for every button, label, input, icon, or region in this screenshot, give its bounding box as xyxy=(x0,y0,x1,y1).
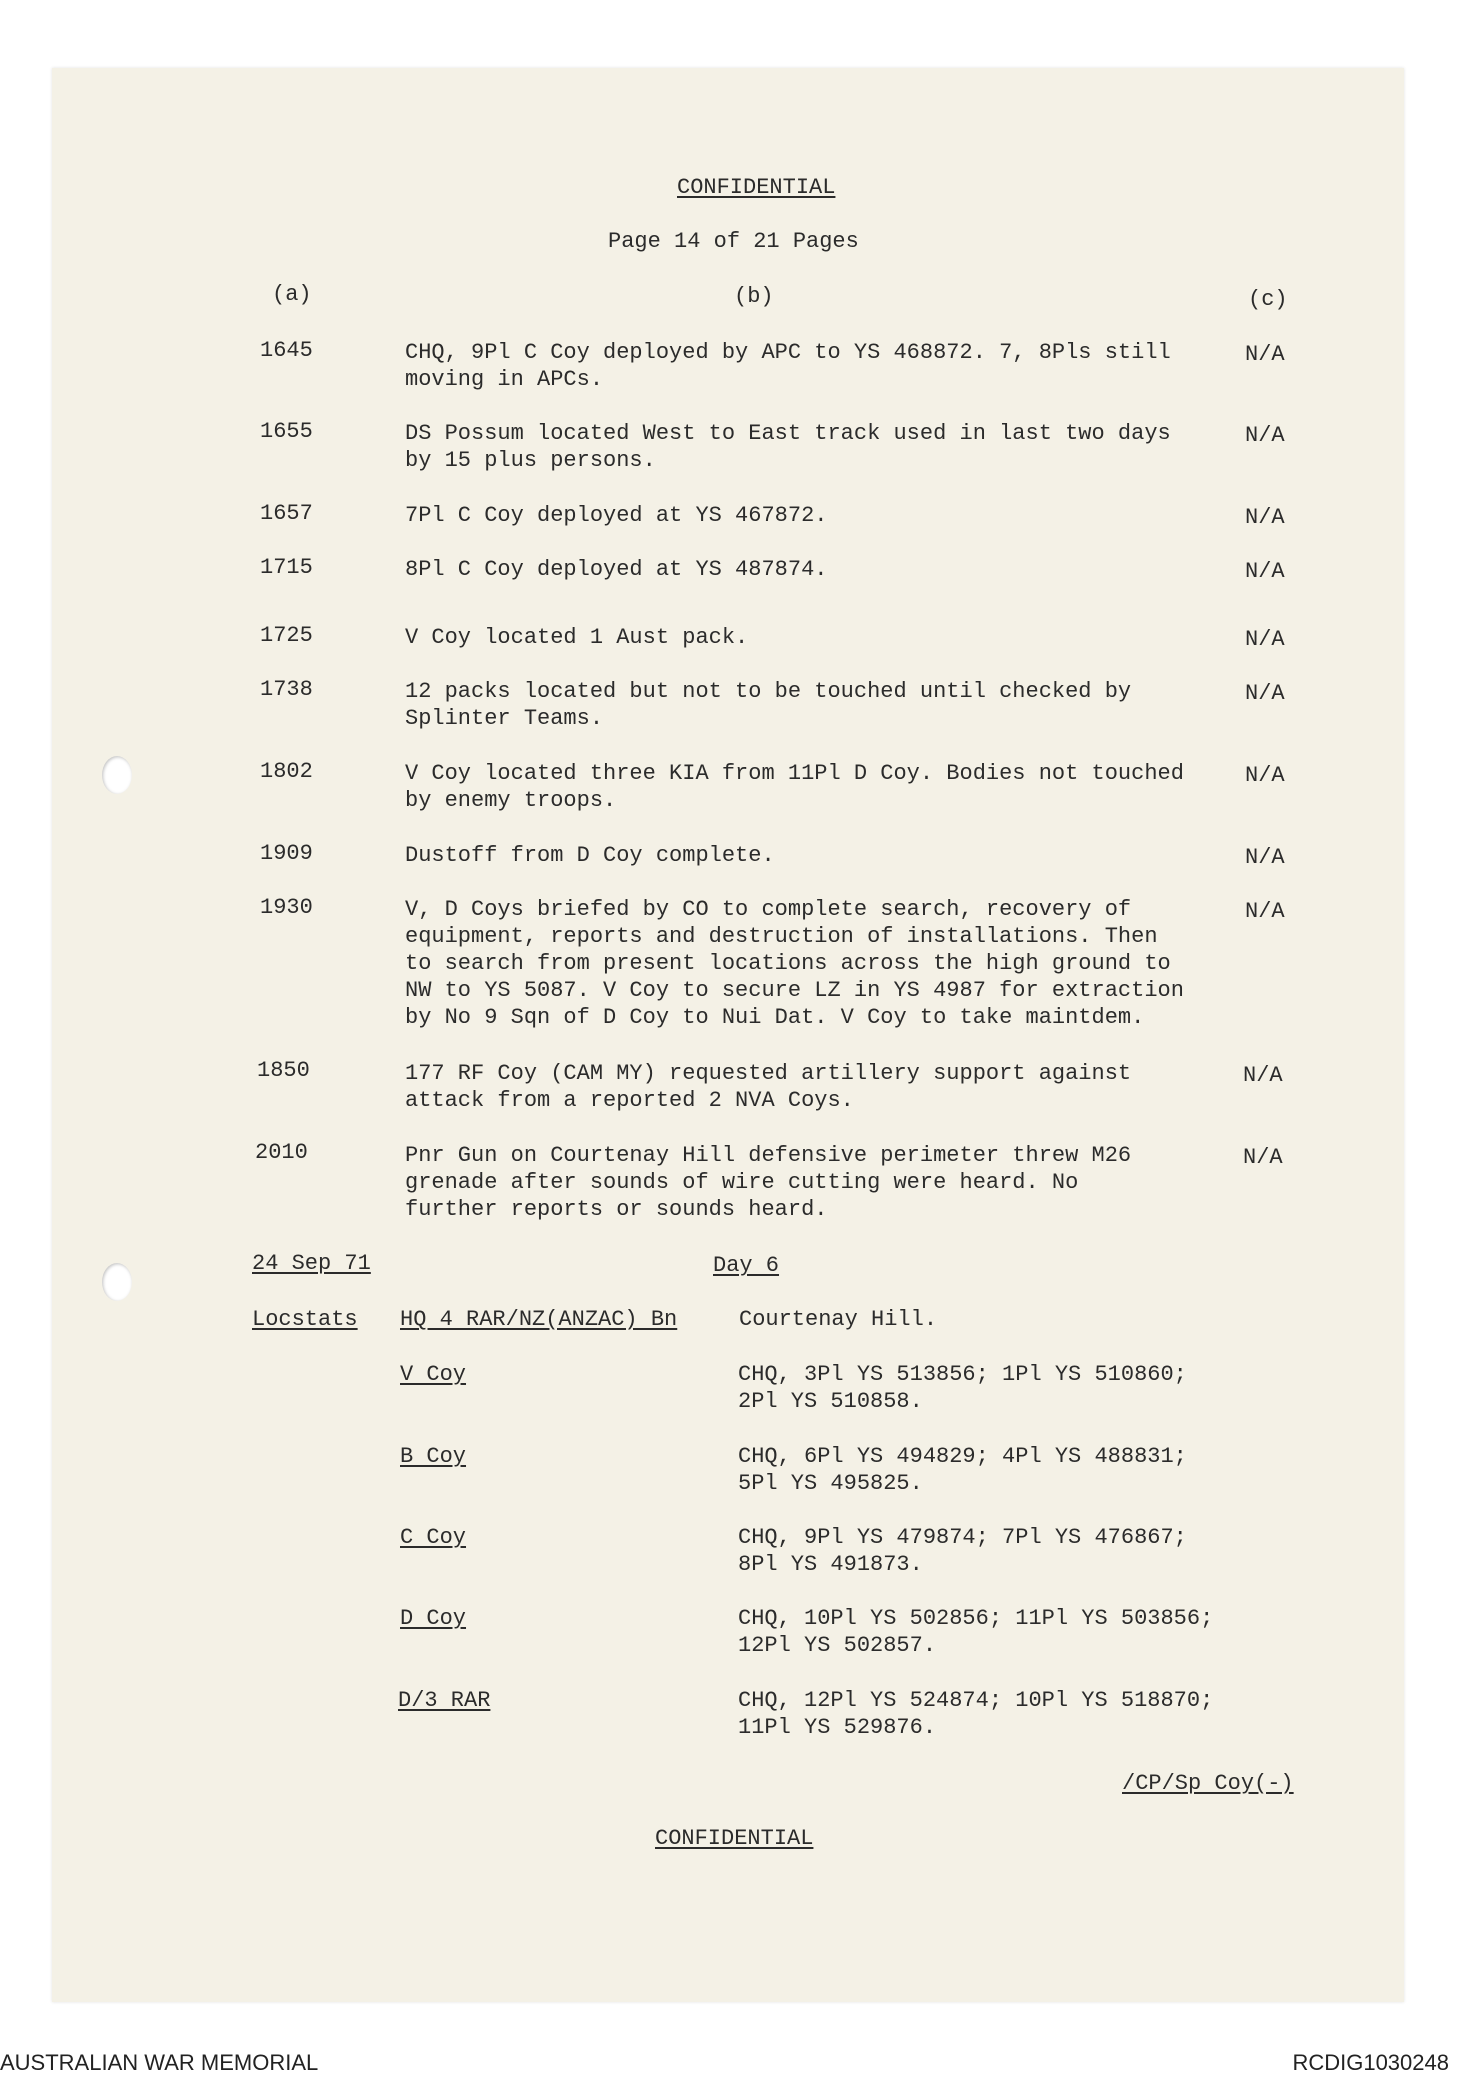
column-b-heading: (b) xyxy=(734,284,774,309)
entry-text: 12 packs located but not to be touched until checked by Splinter Teams. xyxy=(405,679,1132,731)
entry-ref: N/A xyxy=(1245,627,1285,652)
unit-name: D Coy xyxy=(400,1606,467,1631)
entry-time: 1655 xyxy=(260,419,313,444)
day-date: 24 Sep 71 xyxy=(252,1251,371,1276)
entry-text: Dustoff from D Coy complete. xyxy=(405,843,775,868)
entry-text: CHQ, 9Pl C Coy deployed by APC to YS 468872. 7, 8Pls still moving in APCs. xyxy=(405,340,1171,392)
entry-ref: N/A xyxy=(1245,505,1285,530)
caption-left: AUSTRALIAN WAR MEMORIAL xyxy=(0,2050,319,2075)
entry-time: 1738 xyxy=(260,677,313,702)
unit-positions: CHQ, 3Pl YS 513856; 1Pl YS 510860; 2Pl YS 510858. xyxy=(738,1362,1187,1414)
entry-text: DS Possum located West to East track used in last two days by 15 plus persons. xyxy=(405,421,1171,473)
column-a-heading: (a) xyxy=(272,282,312,307)
entry-time: 1725 xyxy=(260,623,313,648)
entry-ref: N/A xyxy=(1245,423,1285,448)
entry-ref: N/A xyxy=(1245,559,1285,584)
entry-time: 1909 xyxy=(260,841,313,866)
punch-hole-lower xyxy=(102,1263,132,1301)
entry-time: 1645 xyxy=(260,338,313,363)
entry-text: 7Pl C Coy deployed at YS 467872. xyxy=(405,503,828,528)
entry-ref: N/A xyxy=(1243,1145,1283,1170)
entry-ref: N/A xyxy=(1245,763,1285,788)
unit-name: D/3 RAR xyxy=(398,1688,491,1713)
column-c-heading: (c) xyxy=(1248,287,1288,312)
unit-positions: CHQ, 12Pl YS 524874; 10Pl YS 518870; 11Pl YS 529876. xyxy=(738,1688,1214,1740)
classification-bottom: CONFIDENTIAL xyxy=(655,1826,814,1851)
entry-text: V Coy located 1 Aust pack. xyxy=(405,625,749,650)
entry-ref: N/A xyxy=(1243,1063,1283,1088)
unit-name: C Coy xyxy=(400,1525,467,1550)
entry-ref: N/A xyxy=(1245,342,1285,367)
day-label: Day 6 xyxy=(713,1253,780,1278)
entry-time: 1930 xyxy=(260,895,313,920)
unit-name: B Coy xyxy=(400,1444,467,1469)
unit-positions: CHQ, 9Pl YS 479874; 7Pl YS 476867; 8Pl YS 491873. xyxy=(738,1525,1187,1577)
unit-positions: CHQ, 6Pl YS 494829; 4Pl YS 488831; 5Pl YS 495825. xyxy=(738,1444,1187,1496)
unit-name: V Coy xyxy=(400,1362,467,1387)
punch-hole-upper xyxy=(102,756,132,794)
page-info: Page 14 of 21 Pages xyxy=(608,229,859,254)
entry-time: 1715 xyxy=(260,555,313,580)
entry-text: 8Pl C Coy deployed at YS 487874. xyxy=(405,557,828,582)
entry-ref: N/A xyxy=(1245,845,1285,870)
continuation-note: /CP/Sp Coy(-) xyxy=(1122,1771,1294,1796)
entry-text: V Coy located three KIA from 11Pl D Coy. Bodies not touched by enemy troops. xyxy=(405,761,1184,813)
entry-time: 1850 xyxy=(257,1058,310,1083)
caption-right: RCDIG1030248 xyxy=(1292,2050,1449,2075)
entry-ref: N/A xyxy=(1245,899,1285,924)
entry-time: 1657 xyxy=(260,501,313,526)
locstats-label: Locstats xyxy=(252,1307,358,1332)
hq-location: Courtenay Hill. xyxy=(739,1307,938,1332)
unit-positions: CHQ, 10Pl YS 502856; 11Pl YS 503856; 12Pl YS 502857. xyxy=(738,1606,1214,1658)
entry-text: Pnr Gun on Courtenay Hill defensive perimeter threw M26 grenade after sounds of wire cutting were heard. No further reports or sounds heard. xyxy=(405,1143,1132,1222)
entry-text: V, D Coys briefed by CO to complete search, recovery of equipment, reports and destruction of installations. Then to search from present locations across the high ground to NW to YS 5087. V Coy to secure LZ in YS 4987 for extraction by No 9 Sqn of D Coy to Nui Dat. V Coy to take maintdem. xyxy=(405,897,1184,1030)
entry-ref: N/A xyxy=(1245,681,1285,706)
entry-text: 177 RF Coy (CAM MY) requested artillery support against attack from a reported 2 NVA Coys. xyxy=(405,1061,1132,1113)
entry-time: 1802 xyxy=(260,759,313,784)
hq-label: HQ 4 RAR/NZ(ANZAC) Bn xyxy=(400,1307,678,1332)
classification-top: CONFIDENTIAL xyxy=(677,175,836,200)
entry-time: 2010 xyxy=(255,1140,308,1165)
